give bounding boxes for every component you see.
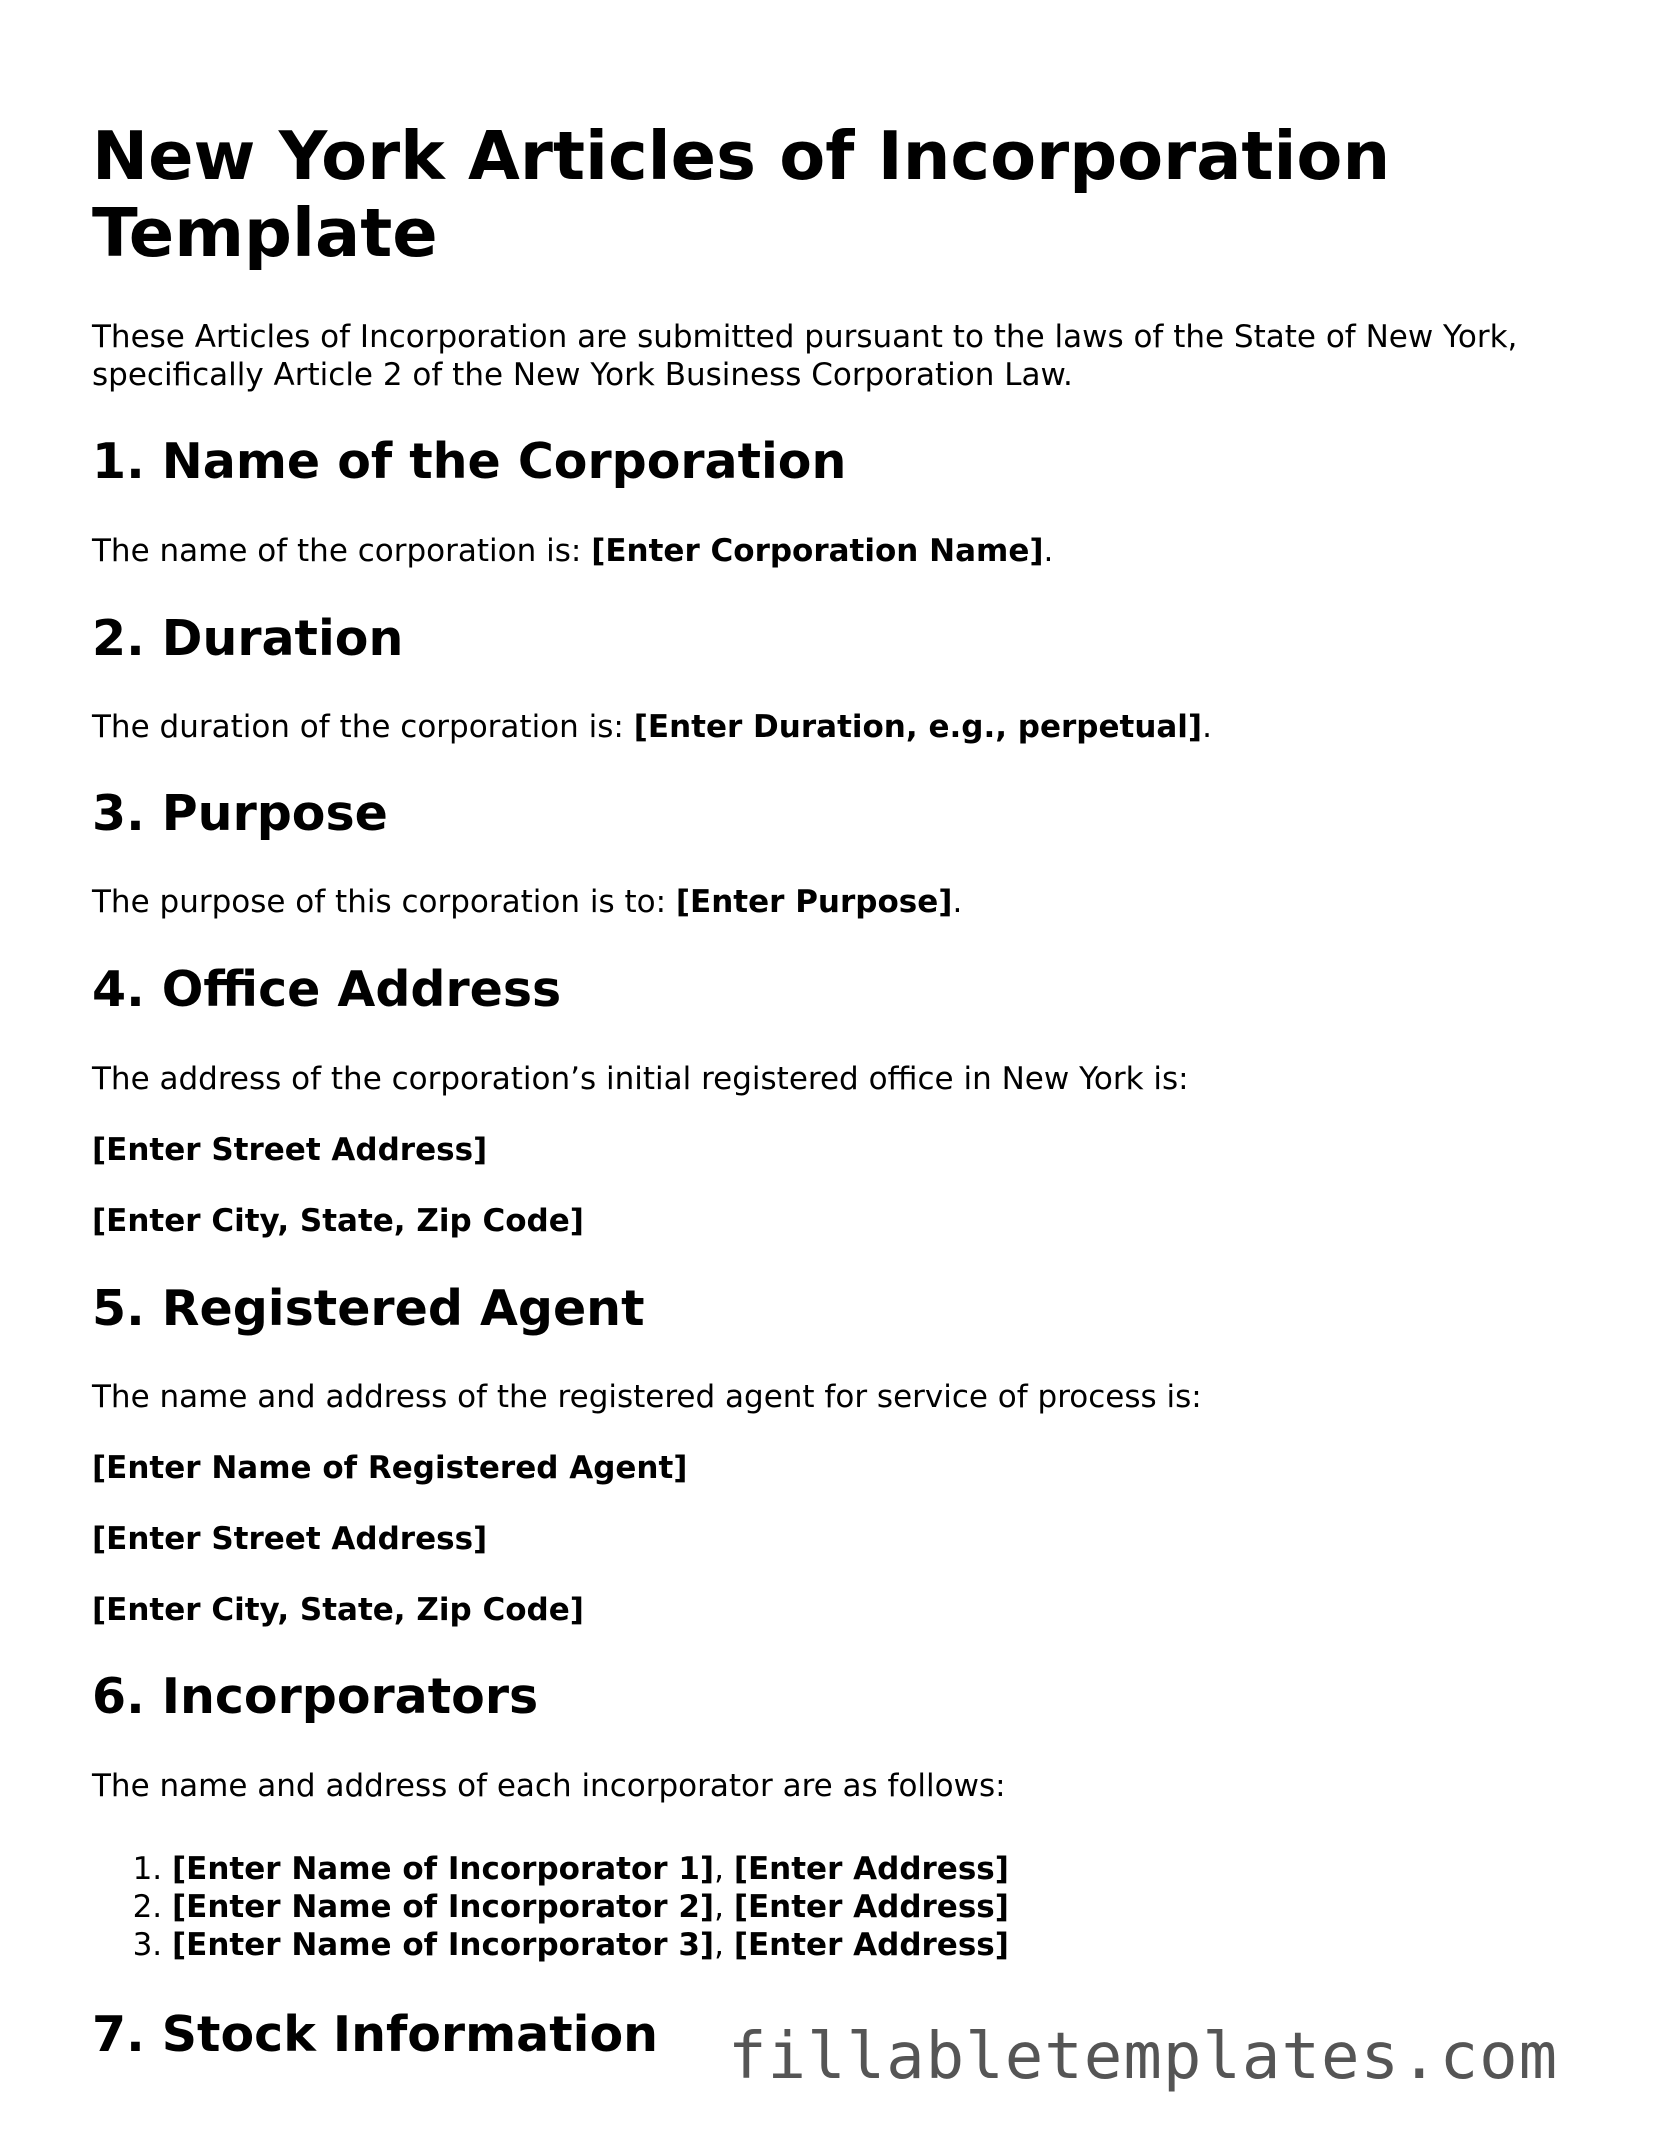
section-4-text: The address of the corporation’s initial registered office in New York is: — [92, 1061, 1189, 1097]
watermark: fillabletemplates.com — [728, 2020, 1559, 2094]
section-6-heading: 6. Incorporators — [92, 1668, 539, 1725]
incorporator-3-address-field: [Enter Address] — [733, 1927, 1009, 1963]
duration-field: [Enter Duration, e.g., perpetual] — [633, 709, 1203, 745]
section-3-period: . — [952, 884, 963, 920]
office-street-field: [Enter Street Address] — [92, 1132, 488, 1168]
incorporator-1-address-field: [Enter Address] — [733, 1851, 1009, 1887]
section-3-text — [92, 883, 962, 921]
section-1-period: . — [1043, 533, 1054, 569]
list-item — [172, 1926, 1009, 1964]
section-1-text — [92, 532, 1053, 570]
section-2-text — [92, 708, 1212, 746]
section-5-heading: 5. Registered Agent — [92, 1280, 645, 1337]
agent-street-field: [Enter Street Address] — [92, 1521, 488, 1557]
section-4-heading: 4. Office Address — [92, 961, 562, 1018]
section-5-text: The name and address of the registered agent for service of process is: — [92, 1379, 1202, 1415]
incorporator-2-separator: , — [714, 1889, 734, 1925]
incorporator-1-separator: , — [714, 1851, 734, 1887]
section-2-label: The duration of the corporation is: — [92, 709, 634, 745]
incorporator-2-address-field: [Enter Address] — [733, 1889, 1009, 1925]
incorporator-2-name-field: [Enter Name of Incorporator 2] — [172, 1889, 715, 1925]
section-3-label: The purpose of this corporation is to: — [92, 884, 676, 920]
list-item — [172, 1888, 1009, 1926]
section-7-heading: 7. Stock Information — [92, 2006, 658, 2063]
office-city-field: [Enter City, State, Zip Code] — [92, 1203, 584, 1239]
section-2-heading: 2. Duration — [92, 610, 404, 667]
section-6-text: The name and address of each incorporator are as follows: — [92, 1768, 1006, 1804]
incorporator-3-separator: , — [714, 1927, 734, 1963]
incorporator-3-name-field: [Enter Name of Incorporator 3] — [172, 1927, 715, 1963]
incorporator-1-name-field: [Enter Name of Incorporator 1] — [172, 1851, 715, 1887]
section-1-label: The name of the corporation is: — [92, 533, 592, 569]
section-1-heading: 1. Name of the Corporation — [92, 433, 847, 490]
agent-name-field: [Enter Name of Registered Agent] — [92, 1450, 688, 1486]
section-3-heading: 3. Purpose — [92, 785, 388, 842]
corporation-name-field: [Enter Corporation Name] — [591, 533, 1044, 569]
agent-city-field: [Enter City, State, Zip Code] — [92, 1592, 584, 1628]
section-2-period: . — [1202, 709, 1212, 745]
page-title: New York Articles of Incorporation Template — [92, 117, 1391, 272]
list-item — [172, 1850, 1009, 1888]
incorporator-list — [92, 1850, 1009, 1964]
purpose-field: [Enter Purpose] — [675, 884, 953, 920]
intro-paragraph: These Articles of Incorporation are submitted pursuant to the laws of the State of New York, specifically Article 2 of the New York Business Corporation Law. — [92, 319, 1518, 393]
